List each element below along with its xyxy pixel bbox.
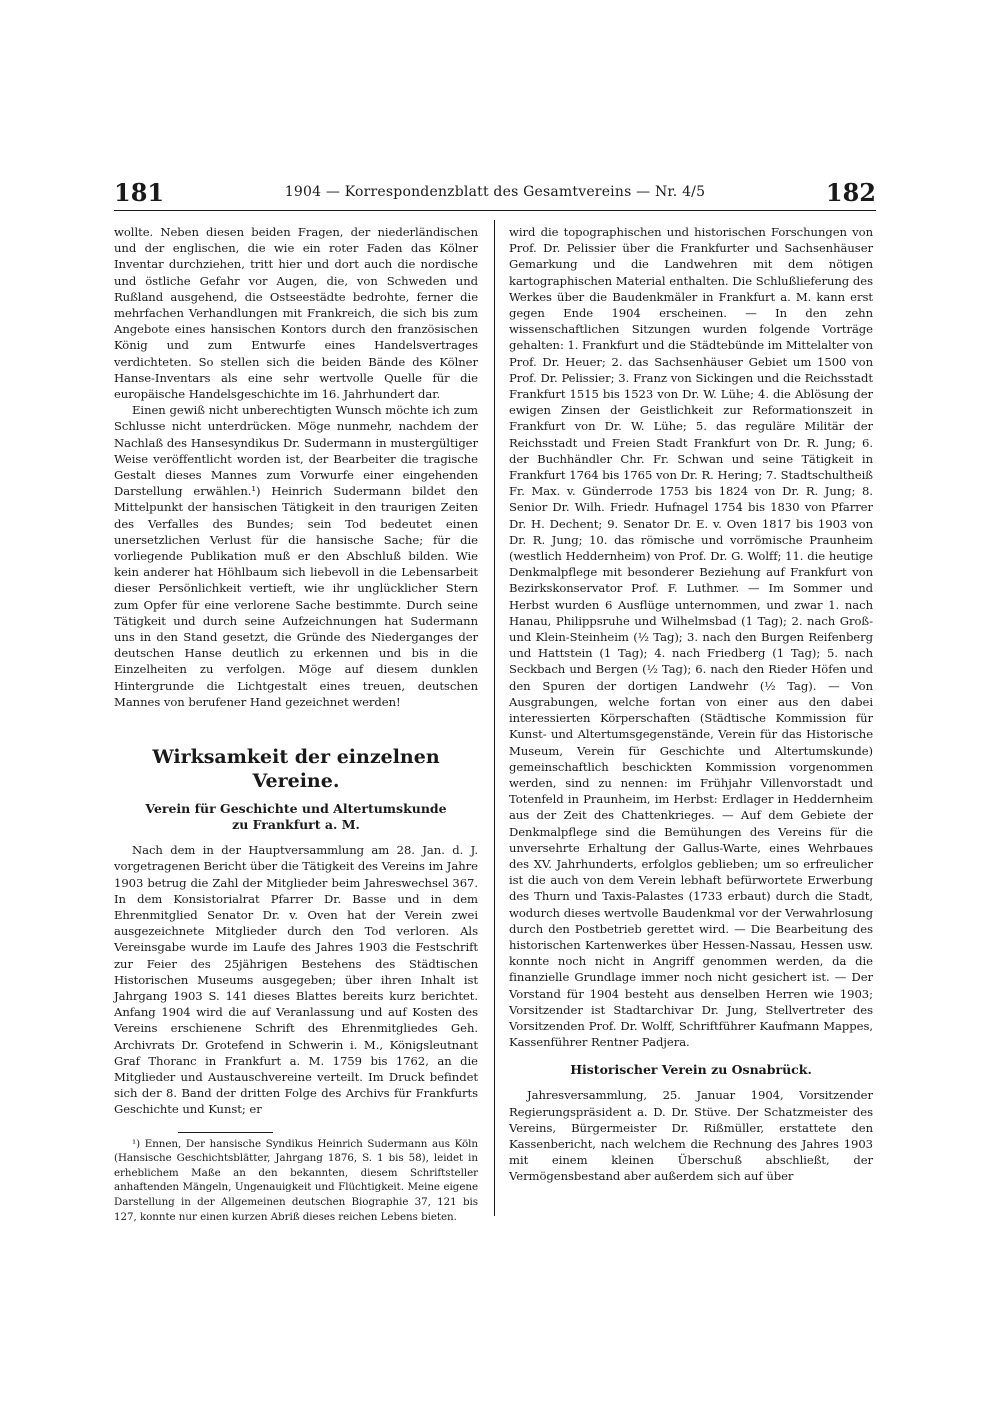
column-divider	[494, 220, 495, 1216]
frankfurt-title-line1: Verein für Geschichte und Altertumskunde	[145, 801, 447, 817]
left-column	[114, 224, 478, 1224]
paragraph-frankfurt-continued: wird die topographischen und historischen Forschungen von Prof. Dr. Pelissier über die Frankfurter und Sachsenhäuser Gemarkung und die Landwehren mit dem nötigen kartographischen Material enthalten. Die Schlußlieferung des Werkes über die Baudenkmäler in Frankfurt a. M. kann erst gegen Ende 1904 erscheinen. — In den zehn wissenschaftlichen Sitzungen wurden folgende Vorträge gehalten: 1. Frankfurt und die Städtebünde im Mittelalter von Prof. Dr. Heuer; 2. das Sachsenhäuser Gebiet um 1500 von Prof. Dr. Pelissier; 3. Franz von Sickingen und die Reichsstadt Frankfurt 1515 bis 1523 von Dr. W. Lühe; 4. die Ablösung der ewigen Zinsen der Geistlichkeit zur Reformationszeit in Frankfurt von Dr. W. Lühe; 5. das reguläre Militär der Reichsstadt und Freien Stadt Frankfurt von Dr. R. Jung; 6. der Buchhändler Chr. Fr. Schwan und seine Tätigkeit in Frankfurt 1764 bis 1765 von Dr. R. Hering; 7. Stadtschultheiß Fr. Max. v. Günderrode 1753 bis 1824 von Dr. R. Jung; 8. Senior Dr. Wilh. Friedr. Hufnagel 1754 bis 1830 von Pfarrer Dr. H. Dechent; 9. Senator Dr. E. v. Oven 1817 bis 1903 von Dr. R. Jung; 10. das römische und vorrömische Praunheim (westlich Heddernheim) von Prof. Dr. G. Wolff; 11. die heutige Denkmalpflege mit besonderer Beziehung auf Frankfurt von Bezirkskonservator Prof. F. Luthmer. — Im Sommer und Herbst wurden 6 Ausflüge unternommen, und zwar 1. nach Hanau, Philippsruhe und Wilhelmsbad (1 Tag); 2. nach Groß- und Klein-Steinheim (½ Tag); 3. nach den Burgen Reifenberg und Hattstein (1 Tag); 4. nach Friedberg (1 Tag); 5. nach Seckbach und Bergen (½ Tag); 6. nach den Rieder Höfen und den Spuren der dortigen Landwehr (½ Tag). — Von Ausgrabungen, welche fortan von einer aus den dabei interessierten Körperschaften (Städtische Kommission für Kunst- und Altertumsgegenstände, Verein für das Historische Museum, Verein für Geschichte und Altertumskunde) gemeinschaftlich beschickten Kommission vorgenommen werden, sind zu nennen: im Frühjahr Villenvorstadt und Totenfeld in Praunheim, im Herbst: Erdlager in Heddernheim aus der Zeit des Chattenkrieges. — Auf dem Gebiete der Denkmalpflege sind die Bemühungen des Vereins für die unversehrte Erhaltung der Gallus-Warte, eines Wehrbaues des XV. Jahrhunderts, erfolglos geblieben; um so erfreulicher ist die auch von dem Verein lebhaft befürwortete Erwerbung des Thurn und Taxis-Palastes (1733 erbaut) durch die Stadt, wodurch dieses wertvolle Baudenkmal vor der Verwahrlosung durch den Postbetrieb gerettet wird. — Die Bearbeitung des historischen Kartenwerkes über Hessen-Nassau, Hessen usw. konnte noch nicht in Angriff genommen werden, da die finanzielle Grundlage immer noch nicht gesichert ist. — Der Vorstand für 1904 besteht aus denselben Herren wie 1903; Vorsitzender ist Stadtarchivar Dr. Jung, Stellvertreter des Vorsitzenden Prof. Dr. Wolff, Schriftführer Kaufmann Mappes, Kassenführer Rentner Padjera.	[509, 225, 873, 1050]
paragraph-frankfurt-report: Nach dem in der Hauptversammlung am 28. Jan. d. J. vorgetragenen Bericht über die Tätigkeit des Vereins im Jahre 1903 betrug die Zahl der Mitglieder beim Jahreswechsel 367. In dem Konsistorialrat Pfarrer Dr. Basse und in dem Ehrenmitglied Senator Dr. v. Oven hat der Verein zwei ausgezeichnete Mitglieder durch den Tod verloren. Als Vereinsgabe wurde im Laufe des Jahres 1903 die Festschrift zur Feier des 25jährigen Bestehens des Städtischen Historischen Museums ausgegeben; über ihren Inhalt ist Jahrgang 1903 S. 141 dieses Blattes bereits kurz berichtet. Anfang 1904 wird die auf Veranlassung und auf Kosten des Vereins erschienene Schrift des Ehrenmitgliedes Geh. Archivrats Dr. Grotefend in Schwerin i. M., Königsleutnant Graf Thoranc in Frankfurt a. M. 1759 bis 1762, an die Mitglieder und Austauschvereine verteilt. Im Druck befindet sich der 8. Band der dritten Folge des Archivs für Frankfurts Geschichte und Kunst; er	[114, 843, 478, 1117]
right-column	[509, 224, 873, 1185]
page-header	[114, 178, 876, 211]
running-title: 1904 — Korrespondenzblatt des Gesamtvereins — Nr. 4/5	[284, 184, 706, 200]
paragraph-hanse-inventory: wollte. Neben diesen beiden Fragen, der niederländischen und der englischen, die wie ein roter Faden das Kölner Inventar durchziehen, tritt hier und dort auch die nordische und östliche Gefahr vor Augen, die, von Schweden und Rußland ausgehend, die Ostseestädte bedrohte, ferner die mehrfachen Verhandlungen mit Frankreich, die sich bis zum Angebote eines hansischen Kontors durch den französischen König und zum Entwurfe eines Handelsvertrages verdichteten. So stellen sich die beiden Bände des Kölner Hanse-Inventars als eine sehr wertvolle Quelle für die europäische Handelsgeschichte im 16. Jahrhundert dar.	[114, 225, 478, 402]
frankfurt-title-line2: zu Frankfurt a. M.	[232, 817, 360, 833]
page-number-right: 182	[825, 178, 876, 207]
footnote: ¹) Ennen, Der hansische Syndikus Heinrich Sudermann aus Köln (Hansische Geschichtsblätter, Jahrgang 1876, S. 1 bis 58), leidet in erheblichem Maße an den bekannten, diesem Schriftsteller anhaftenden Mängeln, Ungenauigkeit und Flüchtigkeit. Meine eigene Darstellung in der Allgemeinen deutschen Biographie 37, 121 bis 127, konnte nur einen kurzen Abriß dieses reichen Lebens bieten.	[114, 1137, 478, 1223]
section-title: Wirksamkeit der einzelnen Vereine.	[152, 746, 440, 793]
paragraph-sudermann: Einen gewiß nicht unberechtigten Wunsch möchte ich zum Schlusse nicht unterdrücken. Möge nunmehr, nachdem der Nachlaß des Hansesyndikus Dr. Sudermann in mustergültiger Weise veröffentlicht worden ist, der Bearbeiter die tragische Gestalt dieses Mannes zum Vorwurfe einer eingehenden Darstellung erwählen.¹) Heinrich Sudermann bildet den Mittelpunkt der hansischen Tätigkeit in den traurigen Zeiten des Verfalles des Bundes; sein Tod bedeutet einen unersetzlichen Verlust für die hansische Sache; für die vorliegende Publikation muß er den Abschluß bilden. Wie kein anderer hat Höhlbaum sich liebevoll in die Lebensarbeit dieser Persönlichkeit vertieft, wie ihr unglücklicher Stern zum Opfer für eine verlorene Sache bestimmte. Durch seine Tätigkeit und durch seine Aufzeichnungen hat Sudermann uns in den Stand gesetzt, die Gründe des Niederganges der deutschen Hanse deutlich zu erkennen und bis in die Einzelheiten zu verfolgen. Möge auf diesem dunklen Hintergrunde die Lichtgestalt eines treuen, deutschen Mannes von berufener Hand gezeichnet werden!	[114, 403, 478, 709]
page-number-left: 181	[114, 178, 165, 207]
footnote-rule	[178, 1132, 273, 1133]
osnabrueck-society-title: Historischer Verein zu Osnabrück.	[570, 1062, 812, 1078]
frankfurt-society-title	[114, 801, 478, 833]
paragraph-osnabrueck: Jahresversammlung, 25. Januar 1904, Vorsitzender Regierungspräsident a. D. Dr. Stüve. Der Schatzmeister des Vereins, Bürgermeister Dr. Rißmüller, erstattete den Kassenbericht, nach welchem die Rechnung des Jahres 1903 mit einem kleinen Überschuß abschließt, der Vermögensbestand aber außerdem sich auf über	[509, 1088, 873, 1184]
